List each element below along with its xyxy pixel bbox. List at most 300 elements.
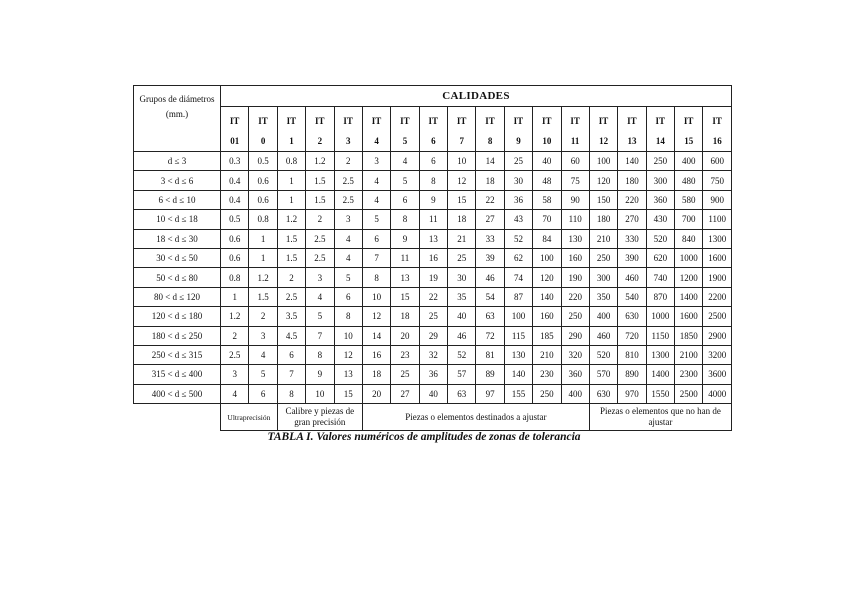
footer-piezas-ajustar: Piezas o elementos destinados a ajustar [362, 404, 589, 431]
tolerance-value-cell: 4 [334, 229, 362, 248]
tolerance-value-cell: 5 [391, 171, 419, 190]
tolerance-value-cell: 460 [589, 326, 617, 345]
tolerance-value-cell: 330 [618, 229, 646, 248]
tolerance-value-cell: 90 [561, 190, 589, 209]
tolerance-value-cell: 120 [533, 268, 561, 287]
tolerance-value-cell: 58 [533, 190, 561, 209]
table-row [134, 171, 732, 190]
tolerance-value-cell: 97 [476, 384, 504, 403]
table-row [134, 268, 732, 287]
tolerance-value-cell: 0.6 [249, 171, 277, 190]
it-prefix-cell: IT [476, 107, 504, 132]
tolerance-value-cell: 0.6 [221, 229, 249, 248]
tolerance-value-cell: 810 [618, 345, 646, 364]
tolerance-value-cell: 4 [362, 190, 390, 209]
tolerance-value-cell: 600 [703, 152, 732, 171]
diameter-group-cell: 400 < d ≤ 500 [134, 384, 221, 403]
tolerance-value-cell: 460 [618, 268, 646, 287]
tolerance-value-cell: 2.5 [221, 345, 249, 364]
tolerance-value-cell: 63 [476, 307, 504, 326]
tolerance-value-cell: 400 [561, 384, 589, 403]
tolerance-value-cell: 16 [419, 248, 447, 267]
tolerance-value-cell: 1850 [675, 326, 703, 345]
tolerance-value-cell: 320 [561, 345, 589, 364]
it-number-cell: 10 [533, 131, 561, 152]
tolerance-value-cell: 210 [589, 229, 617, 248]
tolerance-value-cell: 620 [646, 248, 674, 267]
tolerance-value-cell: 520 [646, 229, 674, 248]
diameter-group-cell: 120 < d ≤ 180 [134, 307, 221, 326]
tolerance-value-cell: 3 [221, 365, 249, 384]
tolerance-value-cell: 6 [391, 190, 419, 209]
tolerance-value-cell: 540 [618, 287, 646, 306]
tolerance-value-cell: 15 [391, 287, 419, 306]
tolerance-value-cell: 2 [334, 152, 362, 171]
tolerance-value-cell: 29 [419, 326, 447, 345]
tolerance-value-cell: 2.5 [306, 248, 334, 267]
tolerance-value-cell: 46 [448, 326, 476, 345]
group-header: Grupos de diámetros (mm.) [134, 86, 221, 152]
tolerance-value-cell: 2 [221, 326, 249, 345]
tolerance-value-cell: 1400 [675, 287, 703, 306]
it-prefix-cell: IT [646, 107, 674, 132]
tolerance-value-cell: 18 [448, 210, 476, 229]
tolerance-value-cell: 2 [277, 268, 305, 287]
tolerance-value-cell: 8 [277, 384, 305, 403]
tolerance-value-cell: 220 [561, 287, 589, 306]
tolerance-value-cell: 7 [277, 365, 305, 384]
tolerance-value-cell: 2.5 [277, 287, 305, 306]
tolerance-value-cell: 52 [448, 345, 476, 364]
tolerance-value-cell: 570 [589, 365, 617, 384]
it-number-cell: 9 [504, 131, 532, 152]
tolerance-value-cell: 36 [504, 190, 532, 209]
it-prefix-cell: IT [703, 107, 732, 132]
tolerance-value-cell: 74 [504, 268, 532, 287]
tolerance-value-cell: 10 [362, 287, 390, 306]
tolerance-value-cell: 1150 [646, 326, 674, 345]
tolerance-value-cell: 2300 [675, 365, 703, 384]
tolerance-value-cell: 72 [476, 326, 504, 345]
tolerance-value-cell: 250 [646, 152, 674, 171]
tolerance-value-cell: 39 [476, 248, 504, 267]
tolerance-value-cell: 32 [419, 345, 447, 364]
tolerance-value-cell: 1600 [703, 248, 732, 267]
it-number-cell: 5 [391, 131, 419, 152]
tolerance-value-cell: 430 [646, 210, 674, 229]
tolerance-value-cell: 140 [504, 365, 532, 384]
it-prefix-cell: IT [618, 107, 646, 132]
tolerance-value-cell: 1000 [675, 248, 703, 267]
tolerance-value-cell: 8 [419, 171, 447, 190]
tolerance-value-cell: 100 [504, 307, 532, 326]
tolerance-value-cell: 8 [306, 345, 334, 364]
tolerance-value-cell: 210 [533, 345, 561, 364]
tolerance-value-cell: 890 [618, 365, 646, 384]
tolerance-value-cell: 48 [533, 171, 561, 190]
tolerance-value-cell: 3600 [703, 365, 732, 384]
tolerance-value-cell: 46 [476, 268, 504, 287]
footer-calibre: Calibre y piezas de gran precisión [277, 404, 362, 431]
tolerance-value-cell: 15 [448, 190, 476, 209]
tolerance-value-cell: 1.2 [249, 268, 277, 287]
tolerance-value-cell: 840 [675, 229, 703, 248]
tolerance-value-cell: 13 [419, 229, 447, 248]
it-number-cell: 0 [249, 131, 277, 152]
tolerance-value-cell: 870 [646, 287, 674, 306]
tolerance-value-cell: 160 [533, 307, 561, 326]
tolerance-value-cell: 480 [675, 171, 703, 190]
table-row [134, 152, 732, 171]
tolerance-value-cell: 0.8 [221, 268, 249, 287]
tolerance-value-cell: 0.5 [221, 210, 249, 229]
tolerance-value-cell: 27 [391, 384, 419, 403]
tolerance-value-cell: 720 [618, 326, 646, 345]
tolerance-value-cell: 4 [221, 384, 249, 403]
tolerance-value-cell: 1600 [675, 307, 703, 326]
it-prefix-row [134, 107, 732, 132]
tolerance-value-cell: 22 [476, 190, 504, 209]
diameter-group-cell: 80 < d ≤ 120 [134, 287, 221, 306]
table-body [134, 86, 732, 431]
tolerance-value-cell: 40 [419, 384, 447, 403]
tolerance-table [133, 85, 732, 431]
tolerance-value-cell: 3200 [703, 345, 732, 364]
tolerance-value-cell: 2 [249, 307, 277, 326]
tolerance-value-cell: 4 [249, 345, 277, 364]
tolerance-value-cell: 0.5 [249, 152, 277, 171]
tolerance-value-cell: 140 [533, 287, 561, 306]
tolerance-value-cell: 300 [589, 268, 617, 287]
tolerance-value-cell: 8 [391, 210, 419, 229]
tolerance-value-cell: 20 [362, 384, 390, 403]
tolerance-value-cell: 35 [448, 287, 476, 306]
tolerance-value-cell: 1 [221, 287, 249, 306]
tolerance-value-cell: 84 [533, 229, 561, 248]
table-row [134, 248, 732, 267]
tolerance-value-cell: 400 [675, 152, 703, 171]
tolerance-value-cell: 1300 [703, 229, 732, 248]
tolerance-value-cell: 10 [448, 152, 476, 171]
it-prefix-cell: IT [249, 107, 277, 132]
footer-piezas-no-ajustar: Piezas o elementos que no han de ajustar [589, 404, 731, 431]
tolerance-value-cell: 12 [334, 345, 362, 364]
tolerance-value-cell: 6 [277, 345, 305, 364]
tolerance-value-cell: 2.5 [334, 171, 362, 190]
table-row [134, 190, 732, 209]
tolerance-value-cell: 3.5 [277, 307, 305, 326]
tolerance-value-cell: 390 [618, 248, 646, 267]
footer-blank-cell [134, 404, 221, 431]
tolerance-value-cell: 36 [419, 365, 447, 384]
tolerance-value-cell: 100 [533, 248, 561, 267]
tolerance-value-cell: 54 [476, 287, 504, 306]
tolerance-value-cell: 180 [589, 210, 617, 229]
tolerance-value-cell: 1.5 [249, 287, 277, 306]
tolerance-value-cell: 18 [391, 307, 419, 326]
tolerance-value-cell: 19 [419, 268, 447, 287]
tolerance-value-cell: 190 [561, 268, 589, 287]
tolerance-value-cell: 360 [646, 190, 674, 209]
calidades-header: CALIDADES [221, 86, 732, 107]
tolerance-value-cell: 18 [476, 171, 504, 190]
tolerance-value-cell: 18 [362, 365, 390, 384]
tolerance-value-cell: 1.5 [306, 190, 334, 209]
tolerance-value-cell: 3 [249, 326, 277, 345]
table-row [134, 345, 732, 364]
tolerance-value-cell: 4 [306, 287, 334, 306]
tolerance-value-cell: 185 [533, 326, 561, 345]
tolerance-value-cell: 25 [419, 307, 447, 326]
tolerance-value-cell: 9 [306, 365, 334, 384]
tolerance-value-cell: 1100 [703, 210, 732, 229]
tolerance-value-cell: 15 [334, 384, 362, 403]
table-row [134, 326, 732, 345]
tolerance-value-cell: 9 [391, 229, 419, 248]
it-number-cell: 7 [448, 131, 476, 152]
diameter-group-cell: 180 < d ≤ 250 [134, 326, 221, 345]
tolerance-value-cell: 580 [675, 190, 703, 209]
tolerance-value-cell: 1 [249, 248, 277, 267]
tolerance-value-cell: 1.5 [277, 248, 305, 267]
tolerance-value-cell: 8 [362, 268, 390, 287]
tolerance-value-cell: 14 [476, 152, 504, 171]
tolerance-value-cell: 400 [589, 307, 617, 326]
it-number-row [134, 131, 732, 152]
tolerance-value-cell: 2.5 [334, 190, 362, 209]
tolerance-value-cell: 1 [277, 171, 305, 190]
tolerance-value-cell: 6 [334, 287, 362, 306]
tolerance-value-cell: 89 [476, 365, 504, 384]
tolerance-value-cell: 30 [448, 268, 476, 287]
tolerance-value-cell: 3 [334, 210, 362, 229]
tolerance-value-cell: 70 [533, 210, 561, 229]
tolerance-value-cell: 3 [362, 152, 390, 171]
tolerance-value-cell: 160 [561, 248, 589, 267]
tolerance-value-cell: 140 [618, 152, 646, 171]
tolerance-value-cell: 1.2 [306, 152, 334, 171]
tolerance-value-cell: 740 [646, 268, 674, 287]
it-prefix-cell: IT [277, 107, 305, 132]
tolerance-value-cell: 14 [362, 326, 390, 345]
tolerance-value-cell: 350 [589, 287, 617, 306]
tolerance-value-cell: 1 [277, 190, 305, 209]
tolerance-value-cell: 4 [391, 152, 419, 171]
it-number-cell: 15 [675, 131, 703, 152]
tolerance-value-cell: 7 [362, 248, 390, 267]
it-prefix-cell: IT [391, 107, 419, 132]
tolerance-value-cell: 130 [561, 229, 589, 248]
footer-ultraprecision: Ultraprecisión [221, 404, 278, 431]
tolerance-value-cell: 20 [391, 326, 419, 345]
tolerance-value-cell: 270 [618, 210, 646, 229]
it-prefix-cell: IT [504, 107, 532, 132]
diameter-group-cell: 315 < d ≤ 400 [134, 365, 221, 384]
tolerance-value-cell: 0.6 [249, 190, 277, 209]
tolerance-value-cell: 2200 [703, 287, 732, 306]
it-prefix-cell: IT [533, 107, 561, 132]
tolerance-value-cell: 5 [334, 268, 362, 287]
tolerance-value-cell: 630 [589, 384, 617, 403]
table-row [134, 287, 732, 306]
tolerance-value-cell: 52 [504, 229, 532, 248]
tolerance-value-cell: 230 [533, 365, 561, 384]
it-number-cell: 6 [419, 131, 447, 152]
tolerance-value-cell: 4 [362, 171, 390, 190]
tolerance-value-cell: 700 [675, 210, 703, 229]
table-row [134, 307, 732, 326]
it-prefix-cell: IT [589, 107, 617, 132]
diameter-group-cell: d ≤ 3 [134, 152, 221, 171]
tolerance-value-cell: 2500 [675, 384, 703, 403]
table-row [134, 384, 732, 403]
it-number-cell: 13 [618, 131, 646, 152]
it-number-cell: 01 [221, 131, 249, 152]
tolerance-value-cell: 150 [589, 190, 617, 209]
it-prefix-cell: IT [221, 107, 249, 132]
tolerance-value-cell: 970 [618, 384, 646, 403]
diameter-group-cell: 250 < d ≤ 315 [134, 345, 221, 364]
tolerance-value-cell: 6 [419, 152, 447, 171]
tolerance-value-cell: 0.6 [221, 248, 249, 267]
tolerance-value-cell: 250 [589, 248, 617, 267]
tolerance-value-cell: 520 [589, 345, 617, 364]
tolerance-value-cell: 6 [362, 229, 390, 248]
tolerance-value-cell: 220 [618, 190, 646, 209]
tolerance-value-cell: 1.5 [277, 229, 305, 248]
tolerance-value-cell: 23 [391, 345, 419, 364]
tolerance-value-cell: 120 [589, 171, 617, 190]
tolerance-value-cell: 1000 [646, 307, 674, 326]
tolerance-value-cell: 630 [618, 307, 646, 326]
it-prefix-cell: IT [306, 107, 334, 132]
tolerance-value-cell: 4.5 [277, 326, 305, 345]
tolerance-value-cell: 250 [533, 384, 561, 403]
tolerance-value-cell: 7 [306, 326, 334, 345]
tolerance-value-cell: 22 [419, 287, 447, 306]
tolerance-value-cell: 750 [703, 171, 732, 190]
tolerance-value-cell: 12 [448, 171, 476, 190]
tolerance-value-cell: 0.4 [221, 190, 249, 209]
tolerance-value-cell: 1300 [646, 345, 674, 364]
it-number-cell: 1 [277, 131, 305, 152]
tolerance-value-cell: 0.8 [249, 210, 277, 229]
tolerance-value-cell: 290 [561, 326, 589, 345]
tolerance-value-cell: 75 [561, 171, 589, 190]
tolerance-value-cell: 43 [504, 210, 532, 229]
tolerance-value-cell: 1.2 [277, 210, 305, 229]
it-prefix-cell: IT [419, 107, 447, 132]
tolerance-value-cell: 60 [561, 152, 589, 171]
it-number-cell: 12 [589, 131, 617, 152]
tolerance-value-cell: 2100 [675, 345, 703, 364]
tolerance-value-cell: 100 [589, 152, 617, 171]
diameter-group-cell: 18 < d ≤ 30 [134, 229, 221, 248]
tolerance-value-cell: 2 [306, 210, 334, 229]
tolerance-value-cell: 57 [448, 365, 476, 384]
tolerance-value-cell: 6 [249, 384, 277, 403]
it-number-cell: 8 [476, 131, 504, 152]
tolerance-value-cell: 40 [448, 307, 476, 326]
tolerance-value-cell: 4000 [703, 384, 732, 403]
it-prefix-cell: IT [675, 107, 703, 132]
tolerance-value-cell: 30 [504, 171, 532, 190]
tolerance-value-cell: 4 [334, 248, 362, 267]
tolerance-value-cell: 9 [419, 190, 447, 209]
header-row [134, 86, 732, 107]
tolerance-value-cell: 21 [448, 229, 476, 248]
tolerance-value-cell: 110 [561, 210, 589, 229]
tolerance-value-cell: 62 [504, 248, 532, 267]
table-row [134, 229, 732, 248]
tolerance-value-cell: 63 [448, 384, 476, 403]
tolerance-value-cell: 87 [504, 287, 532, 306]
tolerance-value-cell: 0.3 [221, 152, 249, 171]
tolerance-value-cell: 0.4 [221, 171, 249, 190]
diameter-group-cell: 3 < d ≤ 6 [134, 171, 221, 190]
tolerance-value-cell: 13 [391, 268, 419, 287]
it-number-cell: 2 [306, 131, 334, 152]
tolerance-value-cell: 81 [476, 345, 504, 364]
table-row [134, 210, 732, 229]
tolerance-value-cell: 1.2 [221, 307, 249, 326]
tolerance-value-cell: 1900 [703, 268, 732, 287]
tolerance-value-cell: 300 [646, 171, 674, 190]
tolerance-value-cell: 360 [561, 365, 589, 384]
it-prefix-cell: IT [362, 107, 390, 132]
tolerance-value-cell: 25 [391, 365, 419, 384]
tolerance-value-cell: 250 [561, 307, 589, 326]
tolerance-value-cell: 5 [306, 307, 334, 326]
tolerance-value-cell: 5 [249, 365, 277, 384]
tolerance-value-cell: 130 [504, 345, 532, 364]
tolerance-value-cell: 0.8 [277, 152, 305, 171]
it-number-cell: 16 [703, 131, 732, 152]
it-number-cell: 11 [561, 131, 589, 152]
tolerance-value-cell: 5 [362, 210, 390, 229]
it-number-cell: 4 [362, 131, 390, 152]
tolerance-value-cell: 40 [533, 152, 561, 171]
tolerance-value-cell: 16 [362, 345, 390, 364]
tolerance-value-cell: 3 [306, 268, 334, 287]
tolerance-value-cell: 10 [334, 326, 362, 345]
tolerance-value-cell: 1.5 [306, 171, 334, 190]
diameter-group-cell: 50 < d ≤ 80 [134, 268, 221, 287]
tolerance-value-cell: 2900 [703, 326, 732, 345]
tolerance-value-cell: 2.5 [306, 229, 334, 248]
tolerance-value-cell: 155 [504, 384, 532, 403]
tolerance-value-cell: 27 [476, 210, 504, 229]
tolerance-value-cell: 33 [476, 229, 504, 248]
it-prefix-cell: IT [334, 107, 362, 132]
tolerance-value-cell: 2500 [703, 307, 732, 326]
tolerance-value-cell: 1400 [646, 365, 674, 384]
diameter-group-cell: 6 < d ≤ 10 [134, 190, 221, 209]
tolerance-value-cell: 180 [618, 171, 646, 190]
tolerance-value-cell: 11 [419, 210, 447, 229]
table-caption: TABLA I. Valores numéricos de amplitudes de zonas de tolerancia [267, 431, 581, 443]
it-prefix-cell: IT [448, 107, 476, 132]
tolerance-value-cell: 900 [703, 190, 732, 209]
tolerance-value-cell: 1550 [646, 384, 674, 403]
it-number-cell: 3 [334, 131, 362, 152]
diameter-group-cell: 10 < d ≤ 18 [134, 210, 221, 229]
tolerance-value-cell: 10 [306, 384, 334, 403]
diameter-group-cell: 30 < d ≤ 50 [134, 248, 221, 267]
tolerance-value-cell: 8 [334, 307, 362, 326]
tolerance-value-cell: 12 [362, 307, 390, 326]
tolerance-value-cell: 13 [334, 365, 362, 384]
